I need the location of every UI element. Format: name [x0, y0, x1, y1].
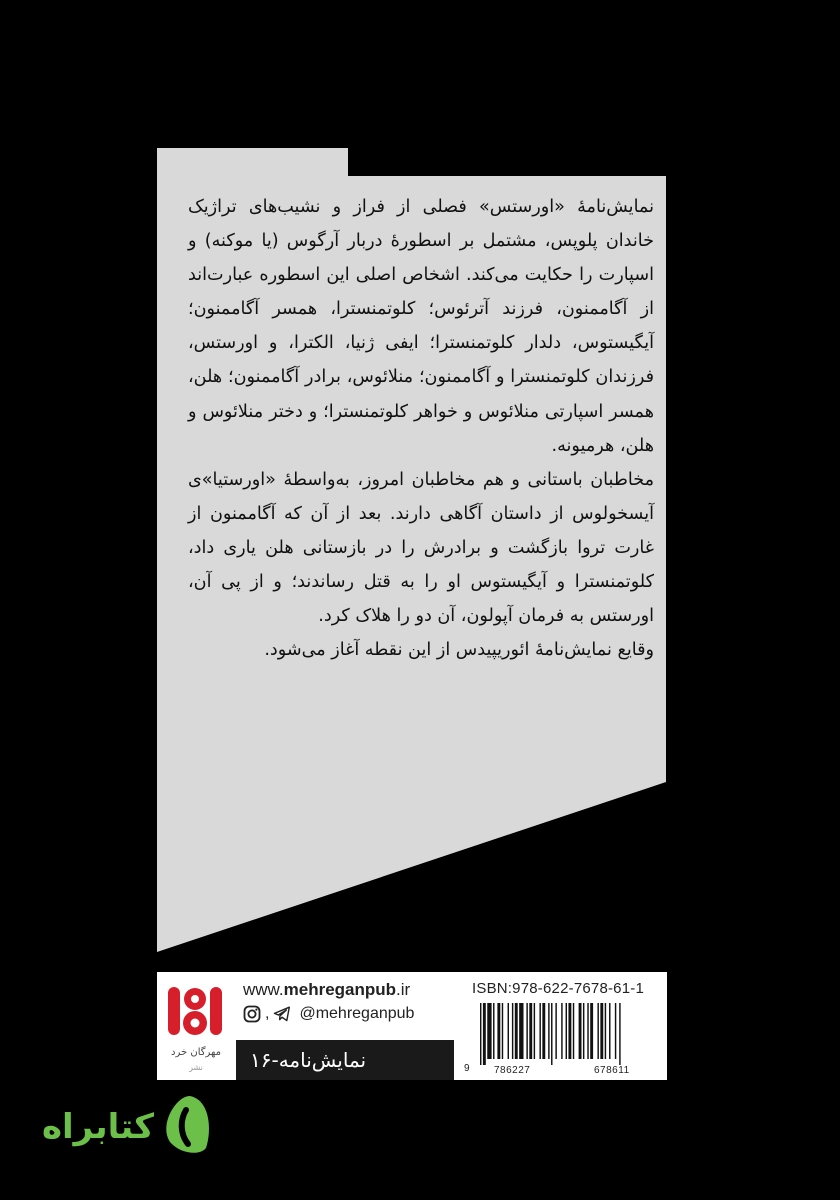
barcode-lead-digit: 9 — [464, 1063, 470, 1074]
telegram-icon[interactable] — [273, 1005, 291, 1023]
website-domain: mehreganpub — [283, 980, 397, 999]
publisher-social — [243, 1004, 414, 1024]
website-prefix: www. — [243, 980, 284, 999]
ketabrah-wordmark: کتابراه — [41, 1107, 154, 1147]
barcode-left-digits: 786227 — [494, 1065, 531, 1076]
blurb-paragraph-1: نمایش‌نامهٔ «اورستس» فصلی از فراز و نشیب‌های تراژیک خاندان پلوپس، مشتمل بر اسطورهٔ دربار آرگوس (یا موکنه) و اسپارت را حکایت می‌کند. اشخاص اصلی این اسطوره عبارت‌اند از آگاممنون، فرزند آترئوس؛ کلوتمنسترا، همسر آگاممنون؛ آیگیستوس، دلدار کلوتمنسترا؛ ایفی ژنیا، الکترا، و اورستس، فرزندان کلوتمنسترا و آگاممنون؛ منلائوس، برادر آگاممنون؛ هلن، همسر اسپارتی منلائوس و خواهر کلوتمنسترا؛ و دختر منلائوس و هلن، هرمیونه. — [188, 197, 654, 456]
publisher-website[interactable] — [243, 980, 410, 1000]
website-suffix: .ir — [396, 980, 411, 999]
publisher-name: مهرگان خرد — [171, 1047, 221, 1058]
isbn-text: ISBN:978-622-7678-61-1 — [472, 980, 645, 997]
publisher-logo — [166, 985, 224, 1037]
social-handle: @mehreganpub — [299, 1005, 415, 1022]
series-label: نمایش‌نامه-۱۶ — [236, 1040, 454, 1080]
blurb-paragraph-2: مخاطبان باستانی و هم مخاطبان امروز، به‌واسطهٔ «اورستیا»ی آیسخولوس از داستان آگاهی دارند. بعد از آن که آگاممنون از غارت تروا بازگشت و برادرش را در بازستانی هلن یاری داد، کلوتمنسترا و آیگیستوس او را به قتل رساندند؛ و از پی آن، اورستس به فرمان آپولون، آن دو را هلاک کرد. — [188, 469, 654, 627]
blurb-text — [188, 190, 654, 667]
isbn-barcode — [478, 1003, 666, 1065]
blurb-paragraph-3: وقایع نمایش‌نامهٔ ائوریپیدس از این نقطه آغاز می‌شود. — [264, 640, 654, 661]
social-separator: , — [265, 1005, 270, 1022]
barcode-right-digits: 678611 — [594, 1065, 630, 1076]
instagram-icon[interactable] — [243, 1005, 261, 1023]
publisher-subtitle: نشر — [189, 1063, 203, 1072]
